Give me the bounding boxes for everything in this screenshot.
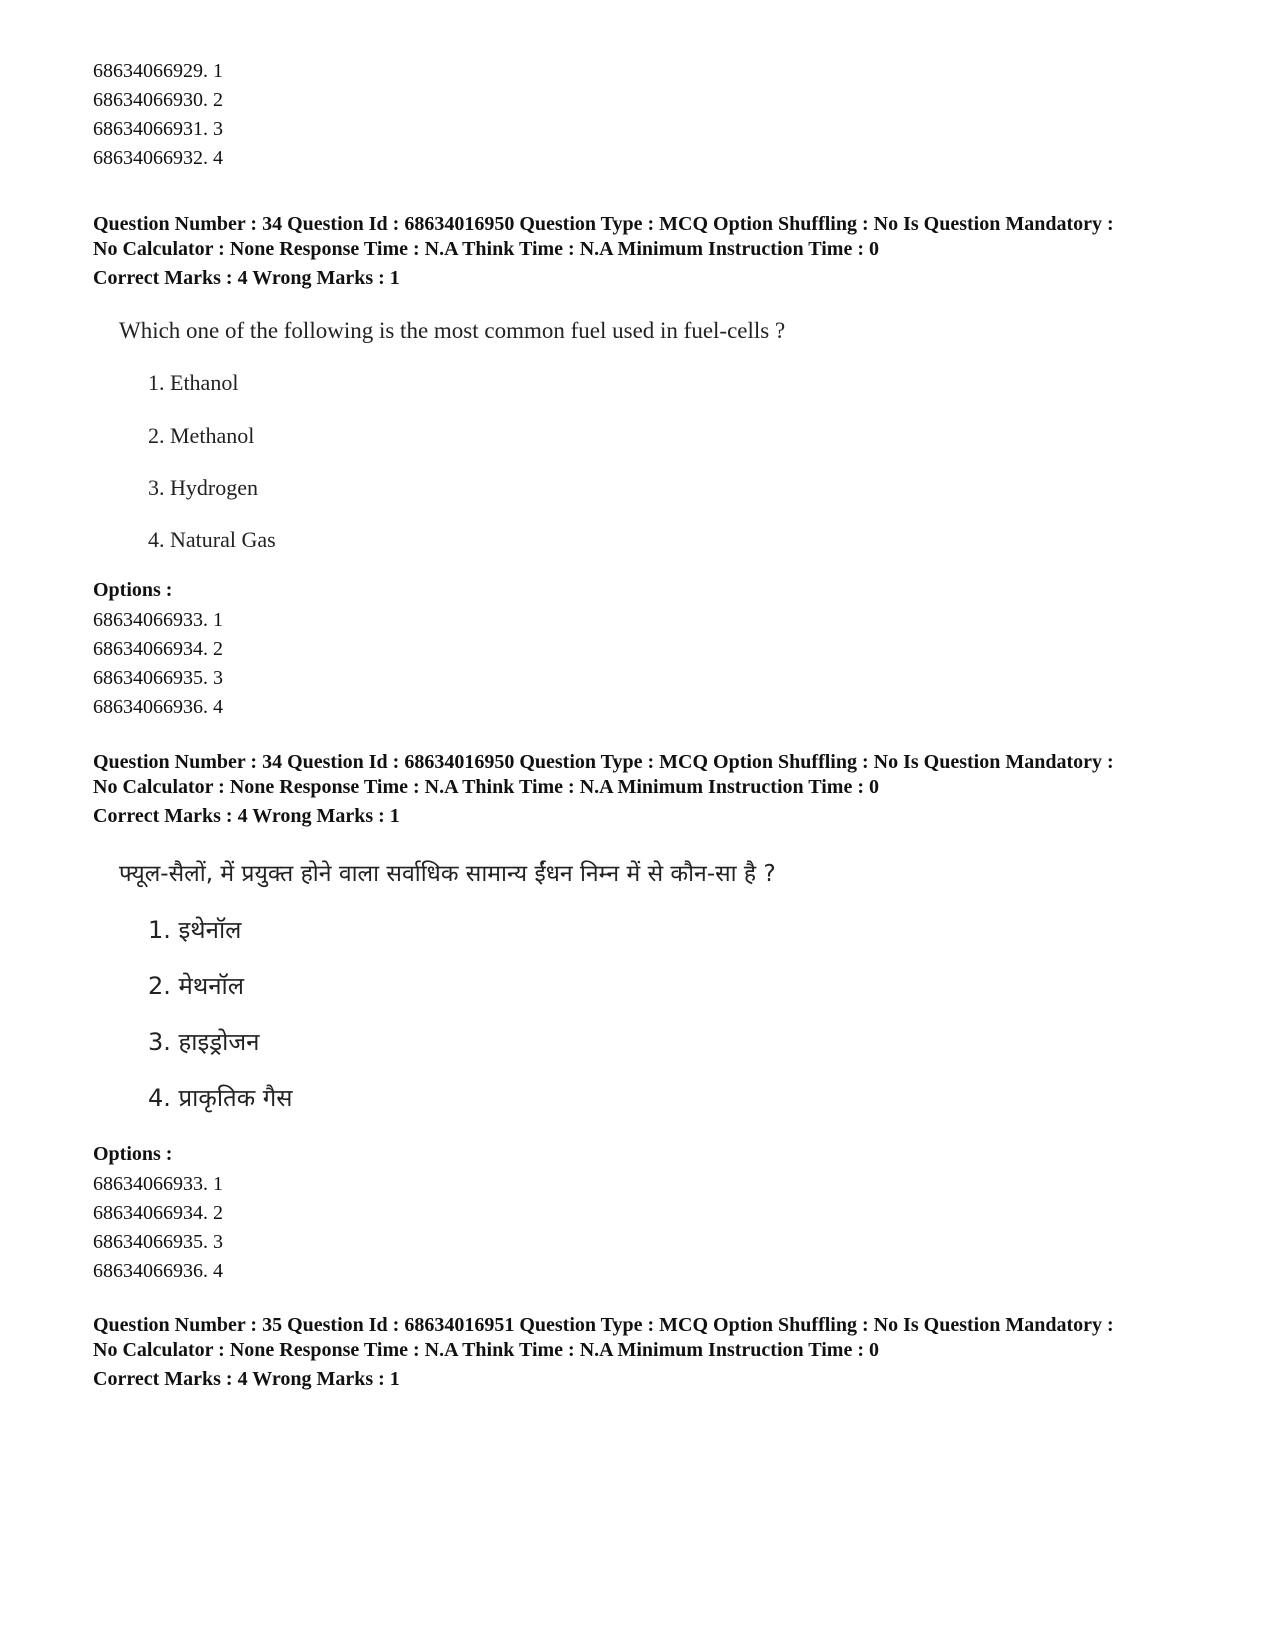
option-id-line: 68634066936. 4 [93,1260,223,1282]
question-marks: Correct Marks : 4 Wrong Marks : 1 [93,267,400,289]
question-meta-line-1: Question Number : 35 Question Id : 68634016951 Question Type : MCQ Option Shuffling : No Is Question Mandatory : [93,1314,1114,1336]
option-id-line: 68634066932. 4 [93,147,223,169]
option-id-line: 68634066936. 4 [93,696,223,718]
options-label: Options : [93,579,173,601]
option-id-line: 68634066930. 2 [93,89,223,111]
question-meta [93,750,1213,829]
answer-choice: 4. प्राकृतिक गैस [148,1084,293,1112]
option-id-line: 68634066934. 2 [93,638,223,660]
option-id-line: 68634066929. 1 [93,60,223,82]
options-label: Options : [93,1143,173,1165]
question-text: फ्यूल-सैलों, में प्रयुक्त होने वाला सर्वाधिक सामान्य ईंधन निम्न में से कौन-सा है ? [119,861,776,887]
answer-choice: 1. इथेनॉल [148,916,242,944]
question-meta-line-2: No Calculator : None Response Time : N.A Think Time : N.A Minimum Instruction Time : 0 [93,1339,879,1361]
question-text: Which one of the following is the most common fuel used in fuel-cells ? [119,318,786,343]
question-meta-line-1: Question Number : 34 Question Id : 68634016950 Question Type : MCQ Option Shuffling : No Is Question Mandatory : [93,751,1114,773]
answer-choice: 3. हाइड्रोजन [148,1028,260,1056]
option-id-line: 68634066933. 1 [93,1173,223,1195]
answer-choice: 3. Hydrogen [148,475,258,500]
answer-choice: 1. Ethanol [148,370,239,395]
answer-choice: 2. Methanol [148,423,255,448]
options-list [93,1170,223,1286]
answer-choice: 4. Natural Gas [148,527,276,552]
option-id-line: 68634066934. 2 [93,1202,223,1224]
question-meta-line-2: No Calculator : None Response Time : N.A Think Time : N.A Minimum Instruction Time : 0 [93,776,879,798]
option-id-line: 68634066935. 3 [93,667,223,689]
options-list [93,606,223,722]
option-id-line: 68634066931. 3 [93,118,223,140]
option-id-line: 68634066935. 3 [93,1231,223,1253]
question-meta [93,212,1213,291]
question-meta-line-1: Question Number : 34 Question Id : 68634016950 Question Type : MCQ Option Shuffling : No Is Question Mandatory : [93,213,1114,235]
top-options-list [93,57,223,173]
option-id-line: 68634066933. 1 [93,609,223,631]
question-marks: Correct Marks : 4 Wrong Marks : 1 [93,1368,400,1390]
question-meta [93,1313,1213,1392]
question-marks: Correct Marks : 4 Wrong Marks : 1 [93,805,400,827]
answer-choice: 2. मेथनॉल [148,972,245,1000]
question-meta-line-2: No Calculator : None Response Time : N.A Think Time : N.A Minimum Instruction Time : 0 [93,238,879,260]
